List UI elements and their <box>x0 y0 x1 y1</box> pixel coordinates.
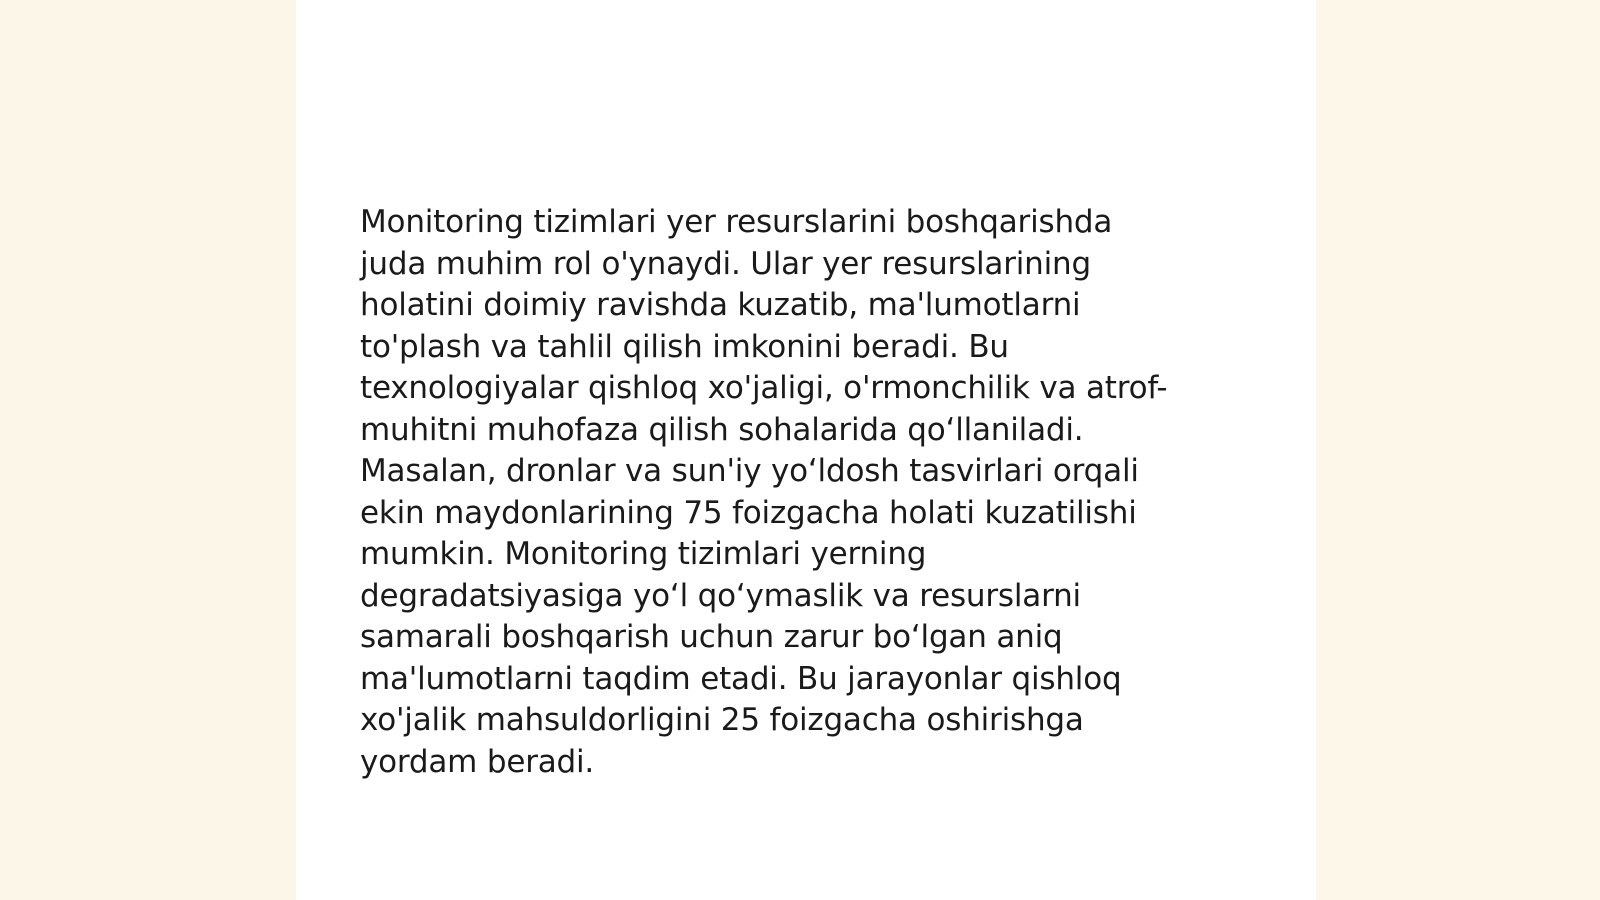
paragraph-line: to'plash va tahlil qilish imkonini beradi. Bu <box>360 328 1009 365</box>
paragraph-line: yordam beradi. <box>360 743 595 780</box>
paragraph-line: ekin maydonlarining 75 foizgacha holati kuzatilishi <box>360 494 1137 531</box>
paragraph-line: degradatsiyasiga yo‘l qo‘ymaslik va resurslarni <box>360 577 1081 614</box>
paragraph-line: xo'jalik mahsuldorligini 25 foizgacha oshirishga <box>360 702 1084 738</box>
paragraph-line: texnologiyalar qishloq xo'jaligi, o'rmonchilik va atrof- <box>360 370 1168 406</box>
paragraph-line: samarali boshqarish uchun zarur bo‘lgan aniq <box>360 619 1063 655</box>
paragraph-line: juda muhim rol o'ynaydi. Ular yer resurslarining <box>360 245 1091 282</box>
paragraph-line: muhitni muhofaza qilish sohalarida qo‘llaniladi. <box>360 411 1084 448</box>
right-margin <box>1316 0 1600 900</box>
left-margin <box>0 0 296 900</box>
paragraph-line: mumkin. Monitoring tizimlari yerning <box>360 536 927 572</box>
paragraph-line: ma'lumotlarni taqdim etadi. Bu jarayonlar qishloq <box>360 660 1122 697</box>
paragraph-line: holatini doimiy ravishda kuzatib, ma'lumotlarni <box>360 287 1081 323</box>
paragraph-line: Masalan, dronlar va sun'iy yo‘ldosh tasvirlari orqali <box>360 453 1139 489</box>
document-page <box>296 0 1316 900</box>
body-paragraph <box>360 202 1230 783</box>
paragraph-line: Monitoring tizimlari yer resurslarini boshqarishda <box>360 204 1113 240</box>
